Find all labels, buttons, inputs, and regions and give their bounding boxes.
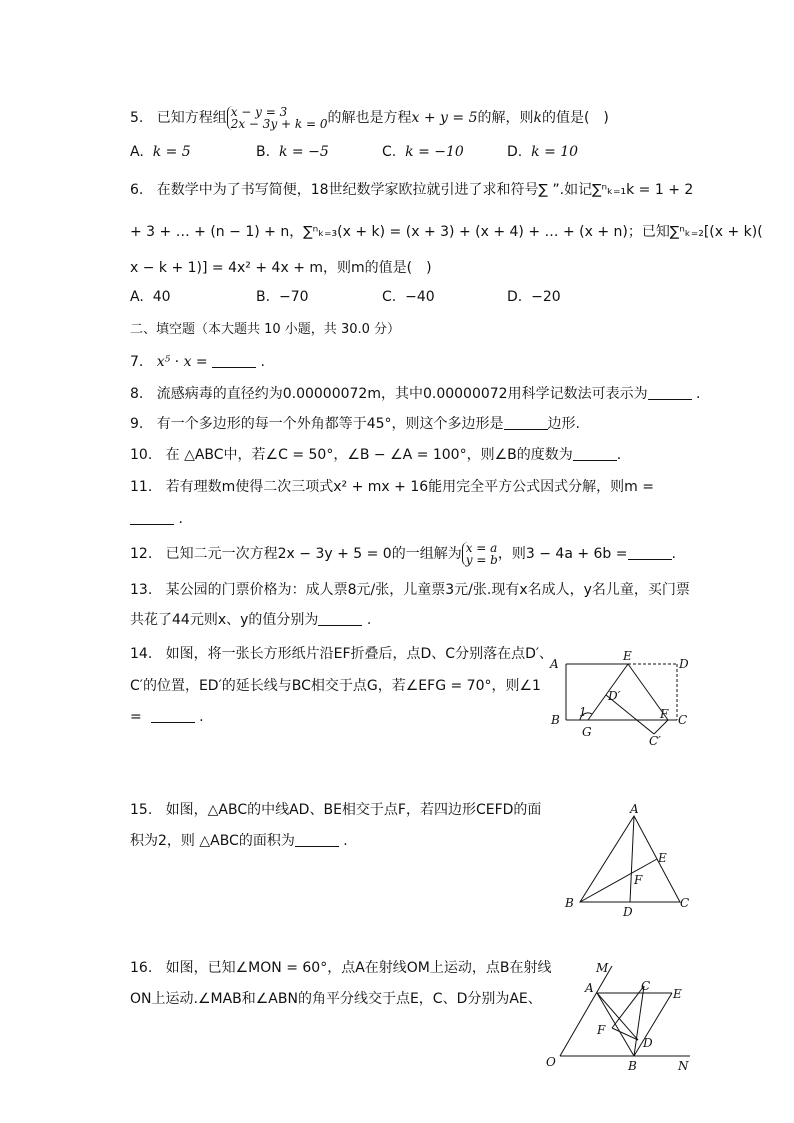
answer-blank[interactable] (212, 353, 256, 368)
q14-line1: 如图，将一张长方形纸片沿EF折叠后，点D、C分别落在点D′、 (165, 646, 554, 662)
q14-label-E: E (623, 649, 632, 663)
option-label: B. (256, 144, 271, 160)
q16-label-M: M (596, 961, 609, 975)
q13-line2: 共花了44元则x、y的值分别为 (130, 612, 319, 628)
q16-label-O: O (546, 1055, 556, 1069)
q10-text: 在 △ABC中，若∠C = 50°，∠B − ∠A = 100°，则∠B的度数为 (165, 447, 573, 463)
q5-equation: x + y = 5 (411, 110, 478, 126)
question-16 (130, 958, 551, 978)
answer-blank[interactable] (504, 415, 548, 430)
q8-number: 8. (130, 386, 144, 402)
q13-line1: 某公园的门票价格为：成人票8元/张，儿童票3元/张.现有x名成人，y名儿童，买门票 (165, 582, 690, 598)
option-value: k = 5 (152, 144, 191, 160)
q8-text: 流感病毒的直径约为0.00000072m，其中0.00000072用科学记数法可表示为 (156, 386, 648, 402)
q5-variable: k (533, 110, 542, 126)
q15-figure (560, 800, 700, 920)
option-label: C. (382, 289, 397, 305)
q15-label-B: B (565, 896, 574, 910)
q16-label-B: B (628, 1059, 637, 1073)
q16-label-C: C (641, 979, 651, 993)
q14-label-A: A (550, 657, 559, 671)
q5-option-b (256, 144, 329, 160)
q6-option-a (130, 289, 171, 305)
option-value: 40 (152, 289, 171, 305)
q6-option-d (507, 289, 561, 305)
q15-label-F: F (634, 873, 643, 887)
q5-text-b: 的解也是方程 (327, 110, 412, 126)
question-15-line2 (130, 831, 348, 851)
q7-number: 7. (130, 354, 144, 370)
q5-equation-system (227, 106, 328, 130)
q16-label-A: A (585, 981, 594, 995)
q13-number: 13. (130, 582, 153, 598)
q14-label-C: C (678, 713, 688, 727)
q14-end: . (194, 709, 204, 725)
q14-label-one: 1 (579, 705, 587, 719)
question-11-line2 (130, 509, 183, 529)
question-9 (130, 414, 580, 434)
question-8 (130, 384, 701, 404)
q10-end: . (616, 447, 622, 463)
section-heading (130, 320, 400, 340)
q14-line3: = (130, 709, 147, 725)
q16-number: 16. (130, 960, 153, 976)
q6-option-b (256, 289, 309, 305)
q6-options (130, 289, 650, 309)
q14-label-Dp: D′ (608, 689, 621, 703)
option-label: A. (130, 144, 144, 160)
q11-end: . (174, 511, 183, 527)
q5-text-a: 已知方程组 (156, 110, 227, 126)
q12-text-a: 已知二元一次方程2x − 3y + 5 = 0的一组解为 (165, 546, 462, 562)
q14-figure (544, 648, 694, 748)
q7-text: x⁵ · x = (156, 354, 213, 370)
q14-label-F: F (660, 707, 669, 721)
q15-end: . (338, 833, 348, 849)
q16-label-F: F (597, 1023, 606, 1037)
q15-number: 15. (130, 802, 153, 818)
question-14-line3 (130, 707, 204, 727)
q15-line2: 积为2，则 △ABC的面积为 (130, 833, 295, 849)
question-15 (130, 800, 541, 820)
option-label: C. (382, 144, 397, 160)
q14-label-D: D (679, 657, 689, 671)
option-label: B. (256, 289, 271, 305)
question-6-line2 (130, 222, 763, 242)
q12-solution-system (462, 542, 498, 566)
q5-option-a (130, 144, 191, 160)
question-13-line2 (130, 610, 371, 630)
q5-number: 5. (130, 110, 144, 126)
q5-options (130, 144, 650, 164)
question-5 (130, 106, 609, 130)
q15-label-E: E (658, 851, 667, 865)
q5-system-eq2: 2x − 3y + k = 0 (230, 117, 328, 131)
q12-sys-eq2: y = b (465, 553, 498, 567)
q16-label-N: N (678, 1059, 689, 1073)
q9-text-a: 有一个多边形的每一个外角都等于45°，则这个多边形是 (156, 416, 504, 432)
question-14 (130, 644, 553, 664)
q15-line1: 如图，△ABC的中线AD、BE相交于点F，若四边形CEFD的面 (165, 802, 542, 818)
q15-label-C: C (680, 896, 690, 910)
question-7 (130, 352, 265, 372)
q14-line2: C′的位置，ED′的延长线与BC相交于点G，若∠EFG = 70°，则∠1 (130, 678, 541, 694)
q6-line3: x − k + 1)] = 4x² + 4x + m，则m的值是( ) (130, 260, 432, 276)
answer-blank[interactable] (628, 545, 672, 560)
q9-text-b: 边形. (547, 416, 580, 432)
section-2-title: 二、填空题（本大题共 10 小题，共 30.0 分） (130, 322, 401, 337)
answer-blank[interactable] (648, 385, 692, 400)
q14-number: 14. (130, 646, 153, 662)
q13-end: . (362, 612, 372, 628)
question-11 (130, 477, 654, 497)
q5-option-d (507, 144, 578, 160)
option-value: −40 (405, 289, 435, 305)
answer-blank[interactable] (318, 611, 362, 626)
question-6-line3 (130, 258, 432, 278)
question-14-line2 (130, 676, 541, 696)
q11-number: 11. (130, 479, 153, 495)
q14-label-G: G (582, 725, 592, 739)
q16-line2: ON上运动.∠MAB和∠ABN的角平分线交于点E，C、D分别为AE、 (130, 991, 542, 1007)
q16-line1: 如图，已知∠MON = 60°，点A在射线OM上运动，点B在射线 (165, 960, 552, 976)
question-13 (130, 580, 690, 600)
q16-label-D: D (643, 1036, 653, 1050)
option-label: A. (130, 289, 144, 305)
q16-label-E: E (673, 987, 682, 1001)
option-value: k = 10 (531, 144, 579, 160)
q15-label-A: A (630, 802, 639, 816)
q5-text-d: 的值是( ) (541, 110, 609, 126)
question-12 (130, 542, 676, 566)
option-label: D. (507, 144, 523, 160)
answer-blank[interactable] (295, 832, 339, 847)
q12-end: . (671, 546, 676, 562)
q7-end: . (256, 354, 266, 370)
q5-system-eq1: x − y = 3 (230, 105, 288, 119)
option-value: k = −5 (278, 144, 329, 160)
q8-end: . (691, 386, 701, 402)
q15-label-D: D (623, 905, 633, 919)
question-16-line2 (130, 989, 542, 1009)
q5-text-c: 的解，则 (477, 110, 534, 126)
q12-number: 12. (130, 546, 153, 562)
question-10 (130, 445, 621, 465)
q12-text-b: ，则3 − 4a + 6b = (497, 546, 628, 562)
option-value: −70 (278, 289, 309, 305)
q6-line2: + 3 + … + (n − 1) + n，∑ⁿₖ₌₃(x + k) = (x + 3) + (x + 4) + … + (x + n)；已知∑ⁿₖ₌₂[(x + k)( (130, 224, 763, 240)
answer-blank[interactable] (151, 708, 195, 723)
q16-figure (540, 956, 700, 1076)
q12-sys-eq1: x = a (465, 541, 498, 555)
q5-option-c (382, 144, 464, 160)
q10-number: 10. (130, 447, 153, 463)
q9-number: 9. (130, 416, 144, 432)
q6-option-c (382, 289, 435, 305)
q14-label-B: B (551, 713, 560, 727)
option-value: k = −10 (405, 144, 464, 160)
option-value: −20 (531, 289, 561, 305)
option-label: D. (507, 289, 523, 305)
q6-line1: 在数学中为了书写简便，18世纪数学家欧拉就引进了求和符号∑ ”.如记∑ⁿₖ₌₁k = 1 + 2 (156, 182, 694, 198)
q14-label-Cp: C′ (649, 734, 661, 748)
question-6-line1 (130, 180, 693, 200)
answer-blank[interactable] (573, 446, 617, 461)
answer-blank[interactable] (130, 510, 174, 525)
q11-text: 若有理数m使得二次三项式x² + mx + 16能用完全平方公式因式分解，则m = (165, 479, 654, 495)
q6-number: 6. (130, 182, 144, 198)
